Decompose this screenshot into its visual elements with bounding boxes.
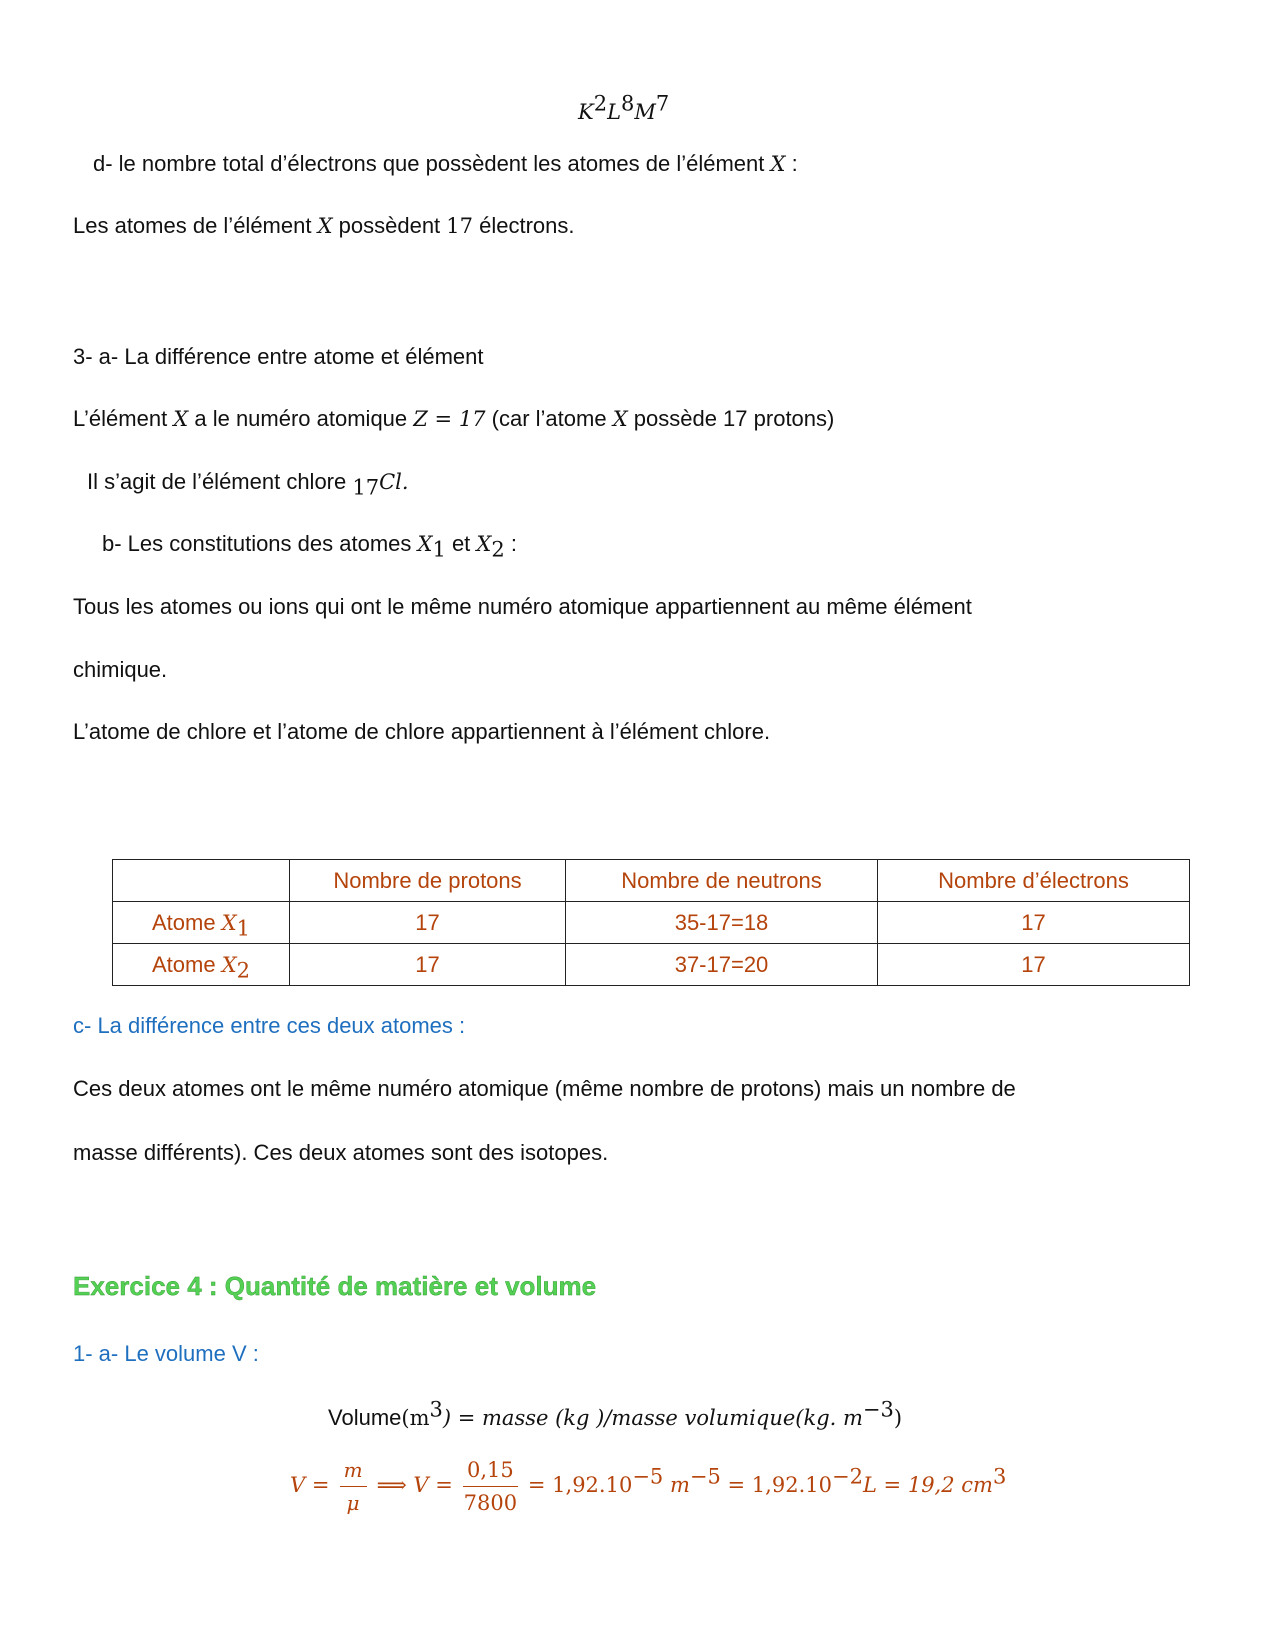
part-c-paragraph-2: masse différents). Ces deux atomes sont des isotopes. bbox=[73, 1140, 609, 1165]
table-header-cell: Nombre de neutrons bbox=[566, 860, 878, 902]
q3a-line1: L’élément X a le numéro atomique Z = 17 (car l’atome X possède 17 protons) bbox=[73, 406, 835, 431]
table-header-row bbox=[113, 860, 1190, 902]
exercice-4-title: Exercice 4 : Quantité de matière et volume bbox=[73, 1271, 597, 1301]
table-header-cell bbox=[113, 860, 290, 902]
table-header-cell: Nombre de protons bbox=[290, 860, 566, 902]
q3b-paragraph-2: L’atome de chlore et l’atome de chlore appartiennent à l’élément chlore. bbox=[73, 719, 771, 744]
part-d-question: d- le nombre total d’électrons que possèdent les atomes de l’élément X : bbox=[93, 151, 798, 176]
q3a-line2: Il s’agit de l’élément chlore $_{17}$Cl. bbox=[87, 469, 409, 500]
atom-constitution-table bbox=[112, 859, 1190, 986]
q3a-heading: 3- a- La différence entre atome et élément bbox=[73, 344, 484, 369]
table-row-label: Atome $X_2$ bbox=[113, 944, 290, 986]
table-cell-electrons: 17 bbox=[878, 944, 1190, 986]
table-cell-neutrons: 35-17=18 bbox=[566, 902, 878, 944]
part-c-paragraph-1: Ces deux atomes ont le même numéro atomique (même nombre de protons) mais un nombre de bbox=[73, 1076, 1016, 1101]
part-c-heading: c- La différence entre ces deux atomes : bbox=[73, 1013, 466, 1038]
q3b-heading: b- Les constitutions des atomes $X_1$ et $X_2$ : bbox=[102, 531, 517, 562]
table-row-label: Atome $X_1$ bbox=[113, 902, 290, 944]
fraction-m-over-mu: $\frac{m}{\mu}$ bbox=[340, 1456, 367, 1517]
volume-formula: $Volume(m^3)$ = masse (kg )/masse volumique(kg. $m^{-3}$) bbox=[328, 1397, 903, 1430]
table-header-cell: Nombre d’électrons bbox=[878, 860, 1190, 902]
q3b-paragraph-1-cont: chimique. bbox=[73, 657, 168, 682]
q1a-heading: 1- a- Le volume V : bbox=[73, 1341, 259, 1366]
q3b-paragraph-1: Tous les atomes ou ions qui ont le même numéro atomique appartiennent au même élément bbox=[73, 594, 972, 619]
table-cell-electrons: 17 bbox=[878, 902, 1190, 944]
table-cell-protons: 17 bbox=[290, 902, 566, 944]
table-row bbox=[113, 944, 1190, 986]
electron-configuration: $K^2L^8M^7$ bbox=[578, 91, 670, 124]
fraction-mass-over-density: $\frac{0,15}{7800}$ bbox=[463, 1457, 518, 1515]
table-row bbox=[113, 902, 1190, 944]
table-cell-protons: 17 bbox=[290, 944, 566, 986]
volume-calculation: V = $\frac{m}{\mu}$ ⟹ V = $\frac{0,15}{7800}$ = $1,92.10^{-5}$ $m^{-5} = 1,92.10^{-2}L = 19,2$ $cm^3$ bbox=[290, 1457, 1007, 1515]
table-cell-neutrons: 37-17=20 bbox=[566, 944, 878, 986]
part-d-answer: Les atomes de l’élément X possèdent 17 électrons. bbox=[73, 213, 575, 238]
